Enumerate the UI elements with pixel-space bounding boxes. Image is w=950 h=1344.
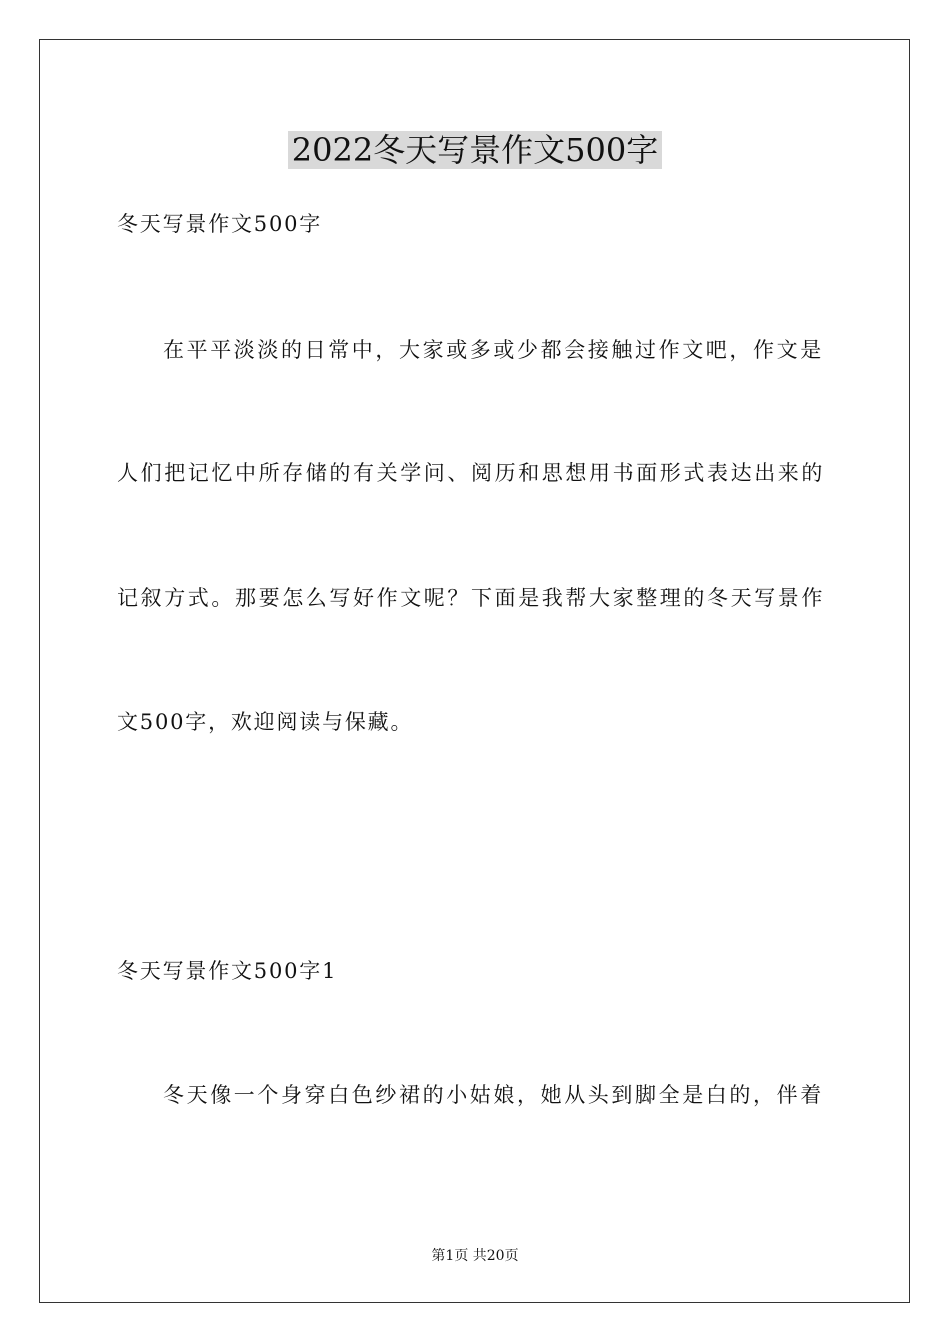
paragraph-line: 人们把记忆中所存储的有关学问、阅历和思想用书面形式表达出来的 xyxy=(117,461,825,485)
document-title-text: 2022冬天写景作文500字 xyxy=(288,131,663,169)
document-title xyxy=(0,128,950,172)
paragraph-line: 冬天像一个身穿白色纱裙的小姑娘，她从头到脚全是白的，伴着 xyxy=(163,1083,824,1107)
paragraph-line: 在平平淡淡的日常中，大家或多或少都会接触过作文吧，作文是 xyxy=(163,338,824,362)
paragraph-line: 记叙方式。那要怎么写好作文呢？下面是我帮大家整理的冬天写景作 xyxy=(117,586,825,610)
paragraph-line: 文500字，欢迎阅读与保藏。 xyxy=(117,710,414,734)
subtitle-line: 冬天写景作文500字 xyxy=(117,212,323,236)
page-footer: 第1页 共20页 xyxy=(431,1248,519,1264)
section-heading: 冬天写景作文500字1 xyxy=(117,959,338,983)
